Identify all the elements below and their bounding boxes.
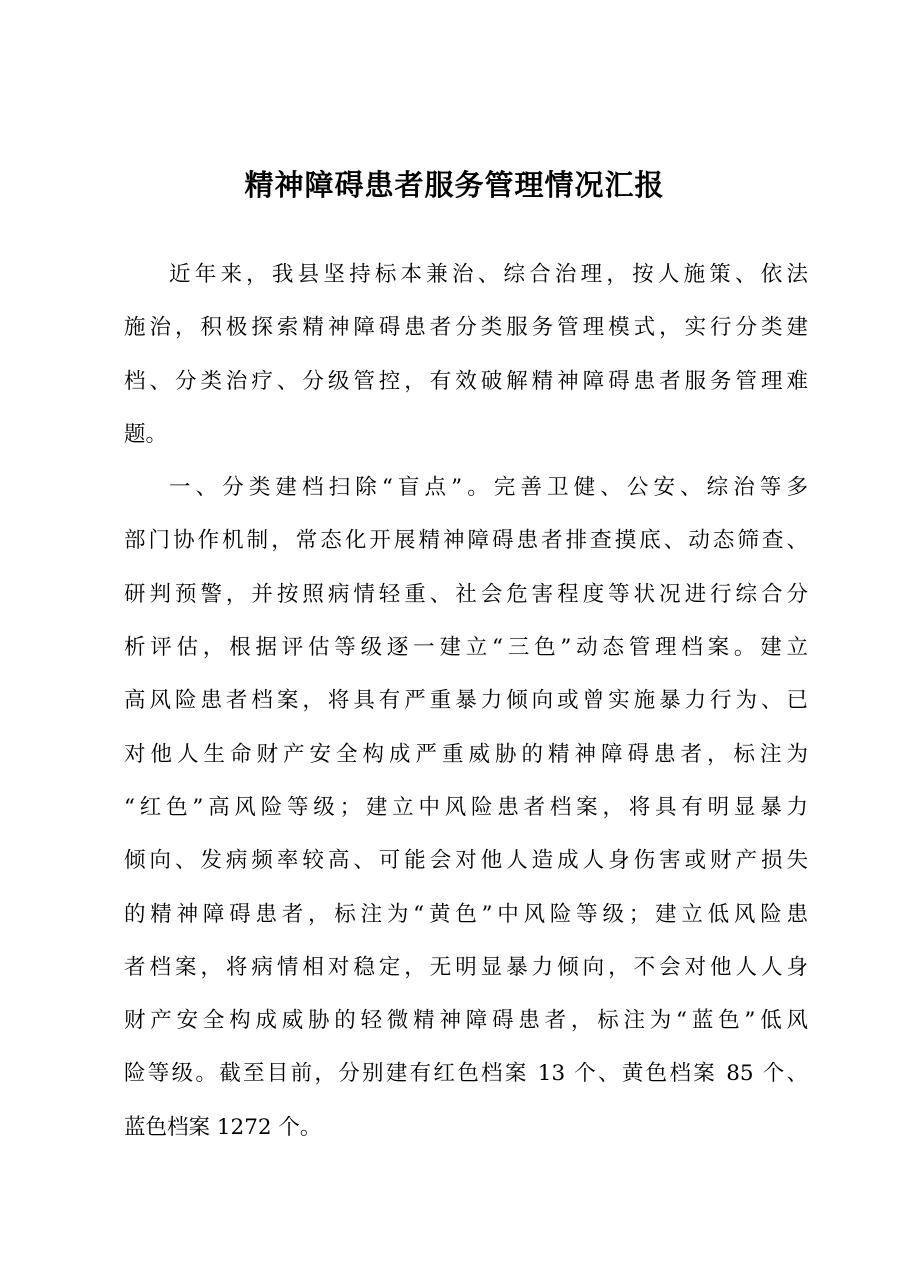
body-line: 险等级。截至目前，分别建有红色档案 13 个、黄色档案 85 个、	[124, 1061, 808, 1087]
body-line: “红色”高风险等级；建立中风险患者档案，将具有明显暴力	[124, 794, 808, 820]
body-line: 蓝色档案 1272 个。	[124, 1114, 322, 1140]
body-line: 研判预警，并按照病情轻重、社会危害程度等状况进行综合分	[124, 581, 808, 607]
document-body	[124, 248, 808, 1154]
body-line: 一、分类建档扫除“盲点”。完善卫健、公安、综治等多	[169, 475, 808, 501]
body-line: 财产安全构成威胁的轻微精神障碍患者，标注为“蓝色”低风	[124, 1008, 808, 1034]
body-line: 部门协作机制，常态化开展精神障碍患者排查摸底、动态筛查、	[124, 528, 808, 554]
body-line: 高风险患者档案，将具有严重暴力倾向或曾实施暴力行为、已	[124, 688, 808, 714]
body-line: 对他人生命财产安全构成严重威胁的精神障碍患者，标注为	[124, 741, 808, 767]
body-line: 倾向、发病频率较高、可能会对他人造成人身伤害或财产损失	[124, 848, 808, 874]
body-line: 者档案，将病情相对稳定，无明显暴力倾向，不会对他人人身	[124, 954, 808, 980]
document-title: 精神障碍患者服务管理情况汇报	[244, 168, 665, 202]
body-line: 施治，积极探索精神障碍患者分类服务管理模式，实行分类建	[124, 315, 808, 341]
body-line: 题。	[124, 421, 168, 447]
body-line: 的精神障碍患者，标注为“黄色”中风险等级；建立低风险患	[124, 901, 808, 927]
body-line: 档、分类治疗、分级管控，有效破解精神障碍患者服务管理难	[124, 368, 808, 394]
body-line: 近年来，我县坚持标本兼治、综合治理，按人施策、依法	[169, 262, 808, 287]
body-line: 析评估，根据评估等级逐一建立“三色”动态管理档案。建立	[124, 635, 808, 661]
